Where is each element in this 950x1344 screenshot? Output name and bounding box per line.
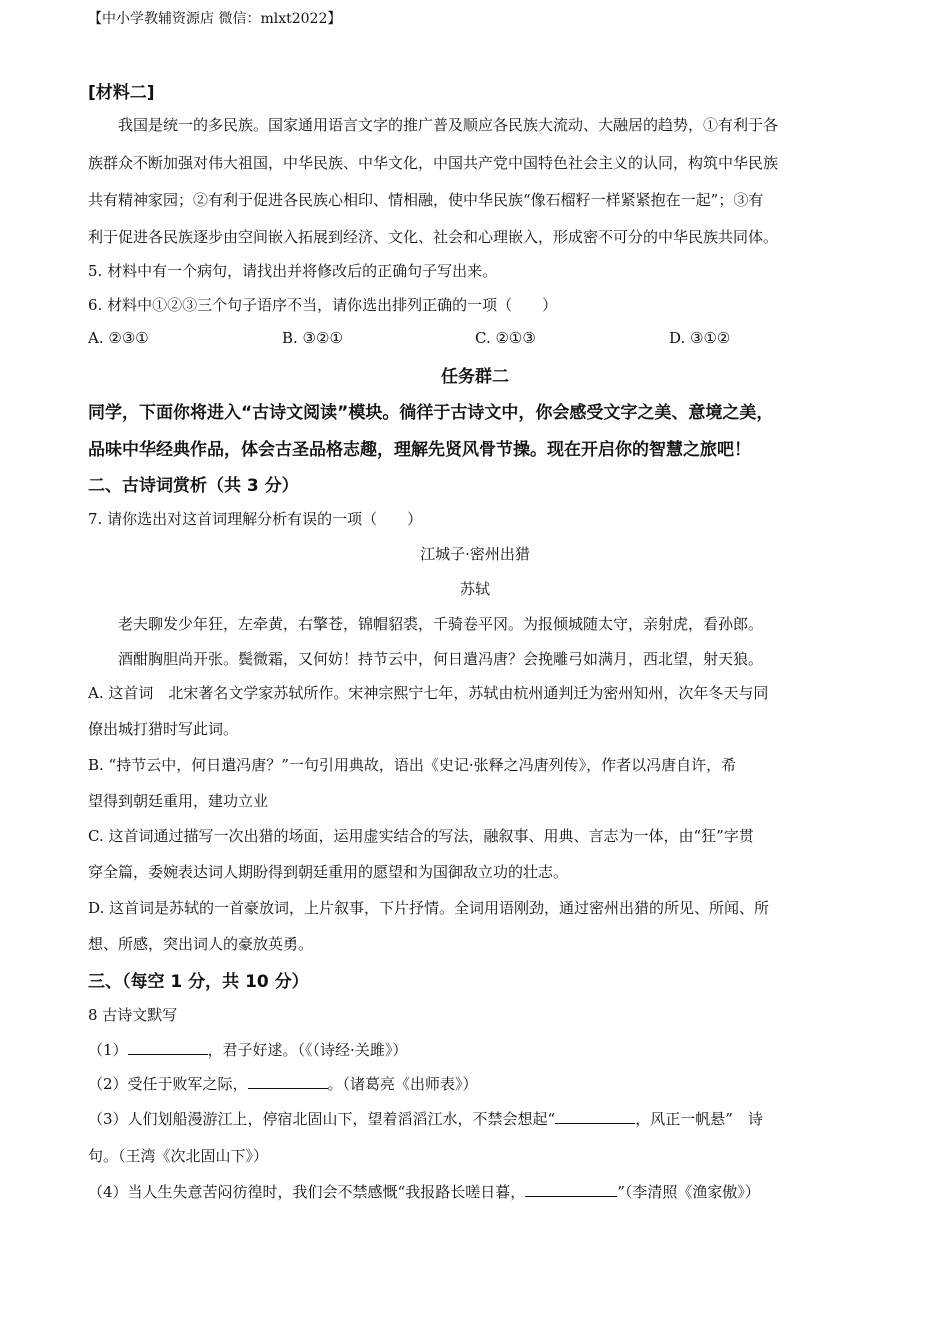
q7-option-c-cont: 穿全篇，委婉表达词人期盼得到朝廷重用的愿望和为国御敌立功的壮志。 [88,863,569,881]
q7-option-a: A. 这首词 北宋著名文学家苏轼所作。宋神宗熙宁七年，苏轼由杭州通判迁为密州知州，次年冬天与同 [88,684,769,702]
answer-blank[interactable] [248,1074,328,1089]
q8-item-4-suffix: ”（李清照《渔家傲》） [617,1183,760,1201]
poem-author: 苏轼 [459,580,490,598]
material-line: 我国是统一的多民族。国家通用语言文字的推广普及顺应各民族大流动、大融居的趋势，①有利于各 [118,116,779,134]
q7-option-b-cont: 望得到朝廷重用，建功立业 [88,792,269,810]
q7-option-d-cont: 想、所感，突出词人的豪放英勇。 [88,935,314,953]
q6-option-b: B. ③②① [282,329,343,347]
q8-item-2-prefix: （2）受任于败军之际， [88,1075,248,1093]
q7-option-b: B. “持节云中，何日遣冯唐？”一句引用典故，语出《史记·张释之冯唐列传》，作者以冯唐自许，希 [88,756,737,774]
q8-item-1-suffix: ，君子好逑。（《（诗经·关雎》） [207,1041,408,1059]
poem-line: 酒酣胸胆尚开张。鬓微霜，又何妨！持节云中，何日遣冯唐？会挽雕弓如满月，西北望，射天狼。 [118,650,764,668]
task-group-title: 任务群二 [441,367,509,387]
question-6: 6. 材料中①②③三个句子语序不当，请你选出排列正确的一项（ ） [88,296,558,314]
q7-option-d: D. 这首词是苏轼的一首豪放词，上片叙事，下片抒情。全词用语刚劲，通过密州出猎的所见、所闻、所 [88,899,770,917]
material-line: 共有精神家园；②有利于促进各民族心相印、情相融，使中华民族“像石榴籽一样紧紧抱在一起”；③有 [88,191,764,209]
q8-item-1 [88,1039,407,1060]
q8-item-2-suffix: 。（诸葛亮《出师表》） [327,1075,478,1093]
question-8: 8 古诗文默写 [88,1006,178,1024]
q6-option-d: D. ③①② [669,329,731,347]
poem-title: 江城子·密州出猎 [420,545,530,563]
q8-item-4-prefix: （4）当人生失意苦闷彷徨时，我们会不禁感慨“我报路长嗟日暮， [88,1183,526,1201]
answer-blank[interactable] [525,1182,617,1197]
q6-option-c: C. ②①③ [475,329,536,347]
q8-item-3-cont: 句。（王湾《次北固山下》） [88,1147,269,1165]
question-5: 5. 材料中有一个病句，请找出并将修改后的正确句子写出来。 [88,262,498,280]
q8-item-3-prefix: （3）人们划船漫游江上，停宿北固山下，望着滔滔江水，不禁会想起“ [88,1110,556,1128]
question-7: 7. 请你选出对这首词理解分析有误的一项（ ） [88,510,423,528]
section-2-heading: 二、古诗词赏析（共 3 分） [88,476,299,496]
intro-line: 同学，下面你将进入“古诗文阅读”模块。徜徉于古诗文中，你会感受文字之美、意境之美， [88,403,774,423]
section-3-heading: 三、（每空 1 分，共 10 分） [88,972,309,992]
material-line: 利于促进各民族逐步由空间嵌入拓展到经济、文化、社会和心理嵌入，形成密不可分的中华民族共同体。 [88,228,779,246]
poem-line: 老夫聊发少年狂，左牵黄，右擎苍，锦帽貂裘，千骑卷平冈。为报倾城随太守，亲射虎，看孙郎。 [118,615,764,633]
q7-option-a-cont: 僚出城打猎时写此词。 [88,720,239,738]
q8-item-2 [88,1073,478,1094]
q8-item-3-suffix: ，风正一帆悬” 诗 [635,1110,763,1128]
q8-item-3 [88,1108,763,1129]
intro-line: 品味中华经典作品，体会古圣品格志趣，理解先贤风骨节操。现在开启你的智慧之旅吧！ [88,440,751,460]
page-header: 【中小学教辅资源店 微信：mlxt2022】 [88,11,342,27]
answer-blank[interactable] [128,1040,208,1055]
material-line: 族群众不断加强对伟大祖国，中华民族、中华文化，中国共产党中国特色社会主义的认同，构筑中华民族 [88,154,779,172]
q8-item-1-prefix: （1） [88,1041,128,1059]
q8-item-4 [88,1181,760,1202]
answer-blank[interactable] [555,1109,635,1124]
q6-option-a: A. ②③① [88,329,149,347]
q7-option-c: C. 这首词通过描写一次出猎的场面，运用虚实结合的写法，融叙事、用典、言志为一体，由“狂”字贯 [88,827,754,845]
material-title: [材料二] [88,83,155,103]
